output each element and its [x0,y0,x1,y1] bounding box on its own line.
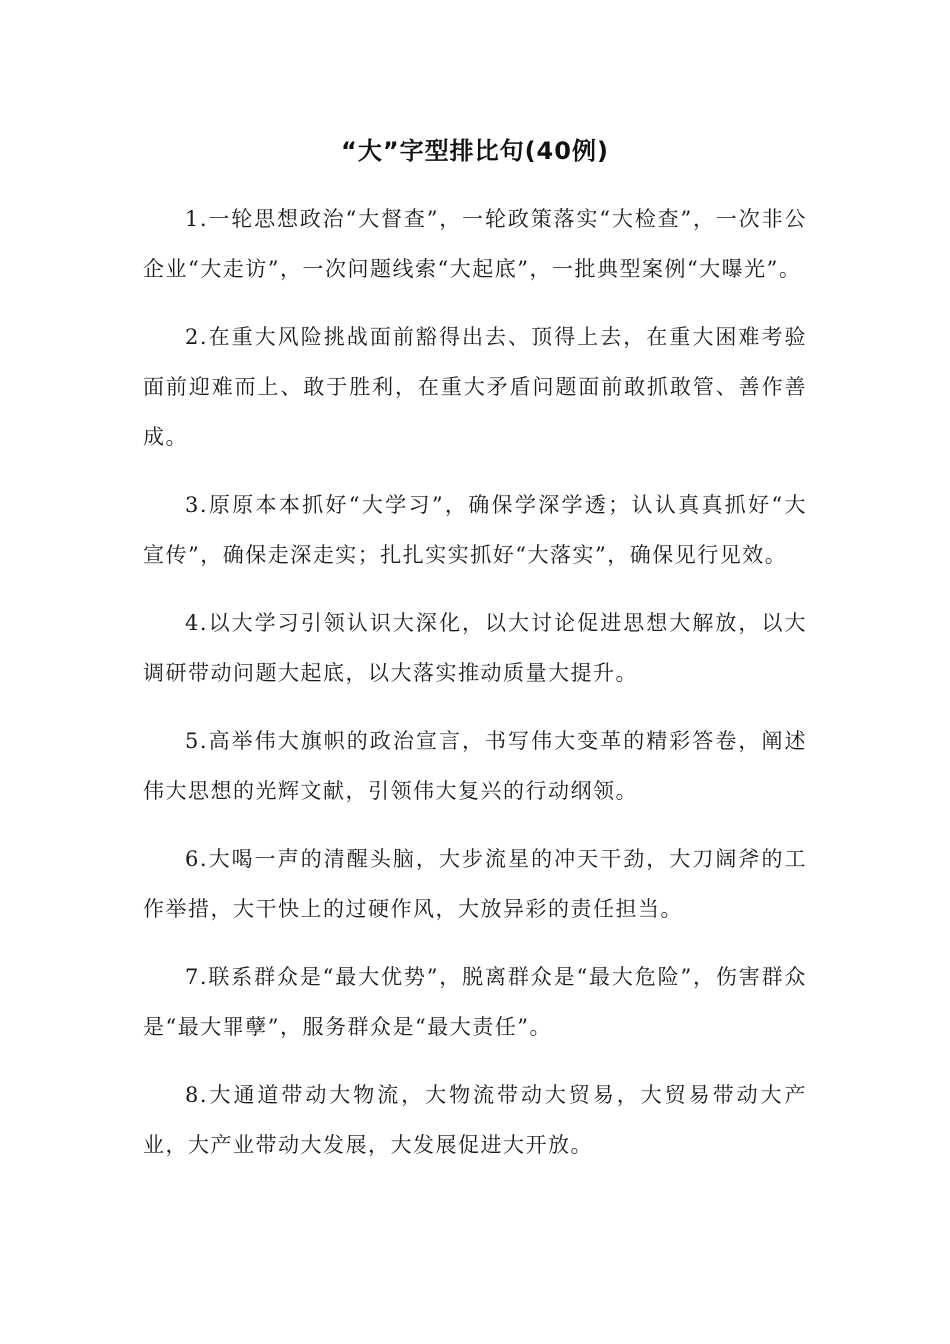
paragraph-4: 4.以大学习引领认识大深化，以大讨论促进思想大解放，以大调研带动问题大起底，以大落实推动质量大提升。 [143,611,807,685]
paragraph-2: 2.在重大风险挑战面前豁得出去、顶得上去，在重大困难考验面前迎难而上、敢于胜利，在重大矛盾问题面前敢抓敢管、善作善成。 [143,325,807,449]
paragraph-5: 5.高举伟大旗帜的政治宣言，书写伟大变革的精彩答卷，阐述伟大思想的光辉文献，引领伟大复兴的行动纲领。 [143,729,807,803]
paragraph-1: 1.一轮思想政治“大督查”，一轮政策落实“大检查”，一次非公企业“大走访”，一次问题线索“大起底”，一批典型案例“大曝光”。 [143,207,807,281]
paragraph-3: 3.原原本本抓好“大学习”，确保学深学透；认认真真抓好“大宣传”，确保走深走实；扎扎实实抓好“大落实”，确保见行见效。 [143,493,807,567]
paragraph-8: 8.大通道带动大物流，大物流带动大贸易，大贸易带动大产业，大产业带动大发展，大发展促进大开放。 [143,1083,807,1157]
paragraph-6: 6.大喝一声的清醒头脑，大步流星的冲天干劲，大刀阔斧的工作举措，大干快上的过硬作风，大放异彩的责任担当。 [143,847,807,921]
paragraph-7: 7.联系群众是“最大优势”，脱离群众是“最大危险”，伤害群众是“最大罪孽”，服务群众是“最大责任”。 [143,965,807,1039]
document-body [143,194,807,1188]
document-title: “大”字型排比句(40例) [341,137,609,165]
